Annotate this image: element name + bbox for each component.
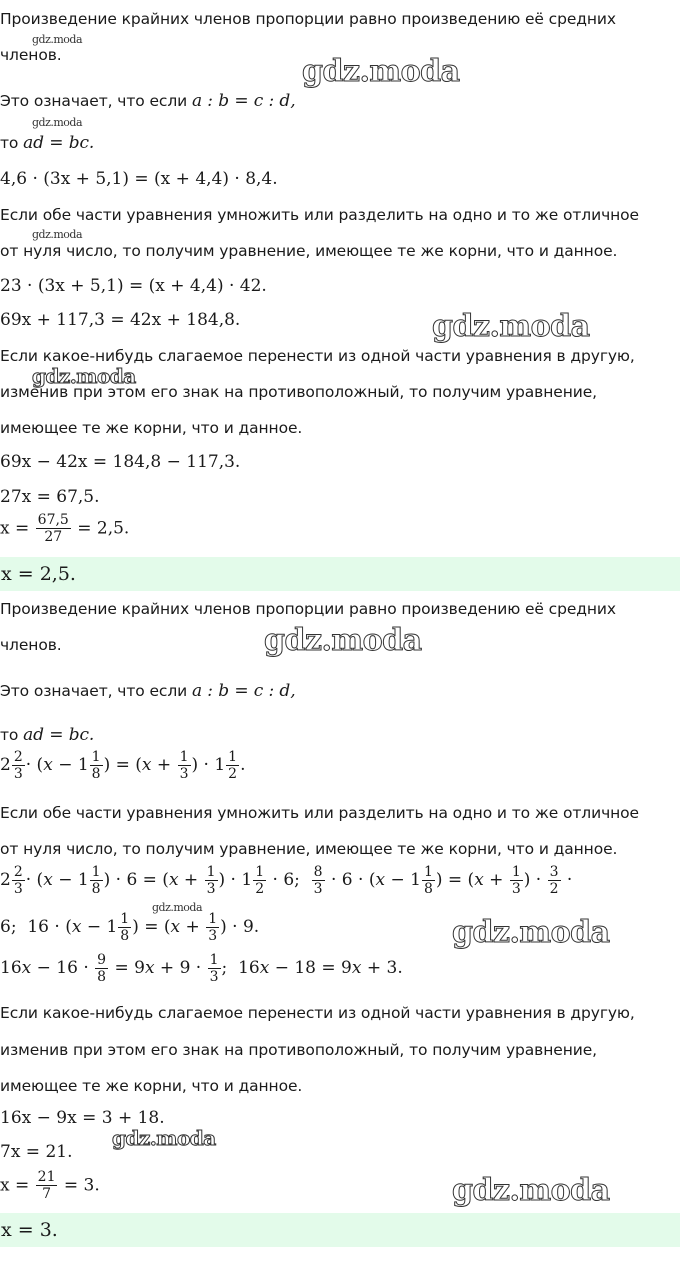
- fraction-left: x =: [0, 1175, 30, 1196]
- paragraph-multiply-rule-cont: от нуля число, то получим уравнение, имеющее те же корни, что и данное.: [0, 840, 618, 858]
- fraction: [36, 1170, 58, 1201]
- equation-line: 69x − 42x = 184,8 − 117,3.: [0, 452, 241, 472]
- meaning-text: Это означает, что если: [0, 682, 192, 700]
- paragraph-transfer-rule-cont: изменив при этом его знак на противоположный, то получим уравнение,: [0, 383, 597, 401]
- meaning-formula: a : b = c : d,: [191, 91, 296, 111]
- paragraph-transfer-rule-end: имеющее те же корни, что и данное.: [0, 1077, 303, 1095]
- watermark-logo: gdz.moda: [452, 915, 610, 950]
- watermark-logo: gdz.moda: [302, 54, 460, 89]
- equation-line: 7x = 21.: [0, 1142, 73, 1162]
- paragraph-meaning: [0, 680, 680, 702]
- watermark-logo: gdz.moda: [264, 623, 422, 658]
- answer-highlight: [0, 1213, 680, 1247]
- fraction-denominator: 27: [44, 529, 63, 545]
- equation-line: 16x − 9x = 3 + 18.: [0, 1108, 165, 1128]
- equation-line: 4,6 · (3x + 5,1) = (x + 4,4) · 8,4.: [0, 169, 278, 189]
- answer-text: x = 3.: [1, 1219, 58, 1241]
- watermark-logo: gdz.moda: [32, 228, 83, 241]
- paragraph-transfer-rule: Если какое-нибудь слагаемое перенести из одной части уравнения в другую,: [0, 347, 635, 365]
- then-text: то: [0, 134, 24, 152]
- paragraph-proportion-rule: Произведение крайних членов пропорции равно произведению её средних: [0, 600, 616, 618]
- equation-multiplied-cont: 6; 16 · (x − 1 $\frac{1}{8}$ ) = (x + $\frac{1}{3}$ ) · 9.: [0, 911, 260, 944]
- equation-multiplied: 2 $\frac{2}{3}$ · (x − 1 $\frac{1}{8}$ ) · 6 = (x + $\frac{1}{3}$ ) · 1 $\frac{1}{2}$ · 6; $\frac{8}{3}$ · 6 · (x − 1 $\frac{1}{8}$ ) = (x + $\frac{1}{3}$ ) · $\frac{3}{2}$ ·: [0, 864, 573, 897]
- answer-text: x = 2,5.: [1, 563, 76, 585]
- equation-line: 69x + 117,3 = 42x + 184,8.: [0, 310, 241, 330]
- equation-fraction-line: [0, 513, 680, 544]
- paragraph-multiply-rule: Если обе части уравнения умножить или разделить на одно и то же отличное: [0, 206, 639, 224]
- then-formula: ad = bc.: [23, 725, 95, 745]
- paragraph-transfer-rule-cont: изменив при этом его знак на противоположный, то получим уравнение,: [0, 1041, 597, 1059]
- equation-mixed-fractions: 2 $\frac{2}{3}$ · (x − 1 $\frac{1}{8}$ ) = (x + $\frac{1}{3}$ ) · 1 $\frac{1}{2}$ .: [0, 749, 246, 782]
- watermark-logo: gdz.moda: [112, 1126, 216, 1150]
- paragraph-multiply-rule-cont: от нуля число, то получим уравнение, имеющее те же корни, что и данное.: [0, 242, 618, 260]
- paragraph-proportion-rule: Произведение крайних членов пропорции равно произведению её средних: [0, 10, 616, 28]
- paragraph-proportion-rule-cont: членов.: [0, 636, 62, 654]
- equation-line: 27x = 67,5.: [0, 487, 100, 507]
- fraction-numerator: 21: [37, 1169, 56, 1185]
- equation-expanded: 16x − 16 · $\frac{9}{8}$ = 9x + 9 · $\frac{1}{3}$ ; 16x − 18 = 9x + 3.: [0, 952, 403, 985]
- paragraph-then: [0, 724, 680, 746]
- fraction-left: x =: [0, 518, 30, 539]
- fraction-denominator: 7: [42, 1186, 52, 1202]
- equation-line: 23 · (3x + 5,1) = (x + 4,4) · 42.: [0, 276, 267, 296]
- watermark-logo: gdz.moda: [32, 116, 83, 129]
- equation-fraction-line: [0, 1170, 680, 1201]
- paragraph-then: [0, 132, 680, 154]
- watermark-logo: gdz.moda: [32, 33, 83, 46]
- meaning-text: Это означает, что если: [0, 92, 192, 110]
- paragraph-meaning: [0, 90, 680, 112]
- watermark-logo: gdz.moda: [152, 901, 203, 914]
- fraction-right: = 3.: [63, 1175, 100, 1196]
- watermark-logo: gdz.moda: [432, 309, 590, 344]
- fraction-numerator: 67,5: [37, 512, 69, 528]
- then-text: то: [0, 726, 24, 744]
- meaning-formula: a : b = c : d,: [191, 681, 296, 701]
- answer-highlight: [0, 557, 680, 591]
- paragraph-proportion-rule-cont: членов.: [0, 46, 62, 64]
- watermark-logo: gdz.moda: [32, 364, 136, 388]
- paragraph-transfer-rule: Если какое-нибудь слагаемое перенести из одной части уравнения в другую,: [0, 1004, 635, 1022]
- then-formula: ad = bc.: [23, 133, 95, 153]
- watermark-logo: gdz.moda: [452, 1173, 610, 1208]
- paragraph-multiply-rule: Если обе части уравнения умножить или разделить на одно и то же отличное: [0, 804, 639, 822]
- fraction-right: = 2,5.: [77, 518, 130, 539]
- paragraph-transfer-rule-end: имеющее те же корни, что и данное.: [0, 419, 303, 437]
- fraction: [36, 513, 71, 544]
